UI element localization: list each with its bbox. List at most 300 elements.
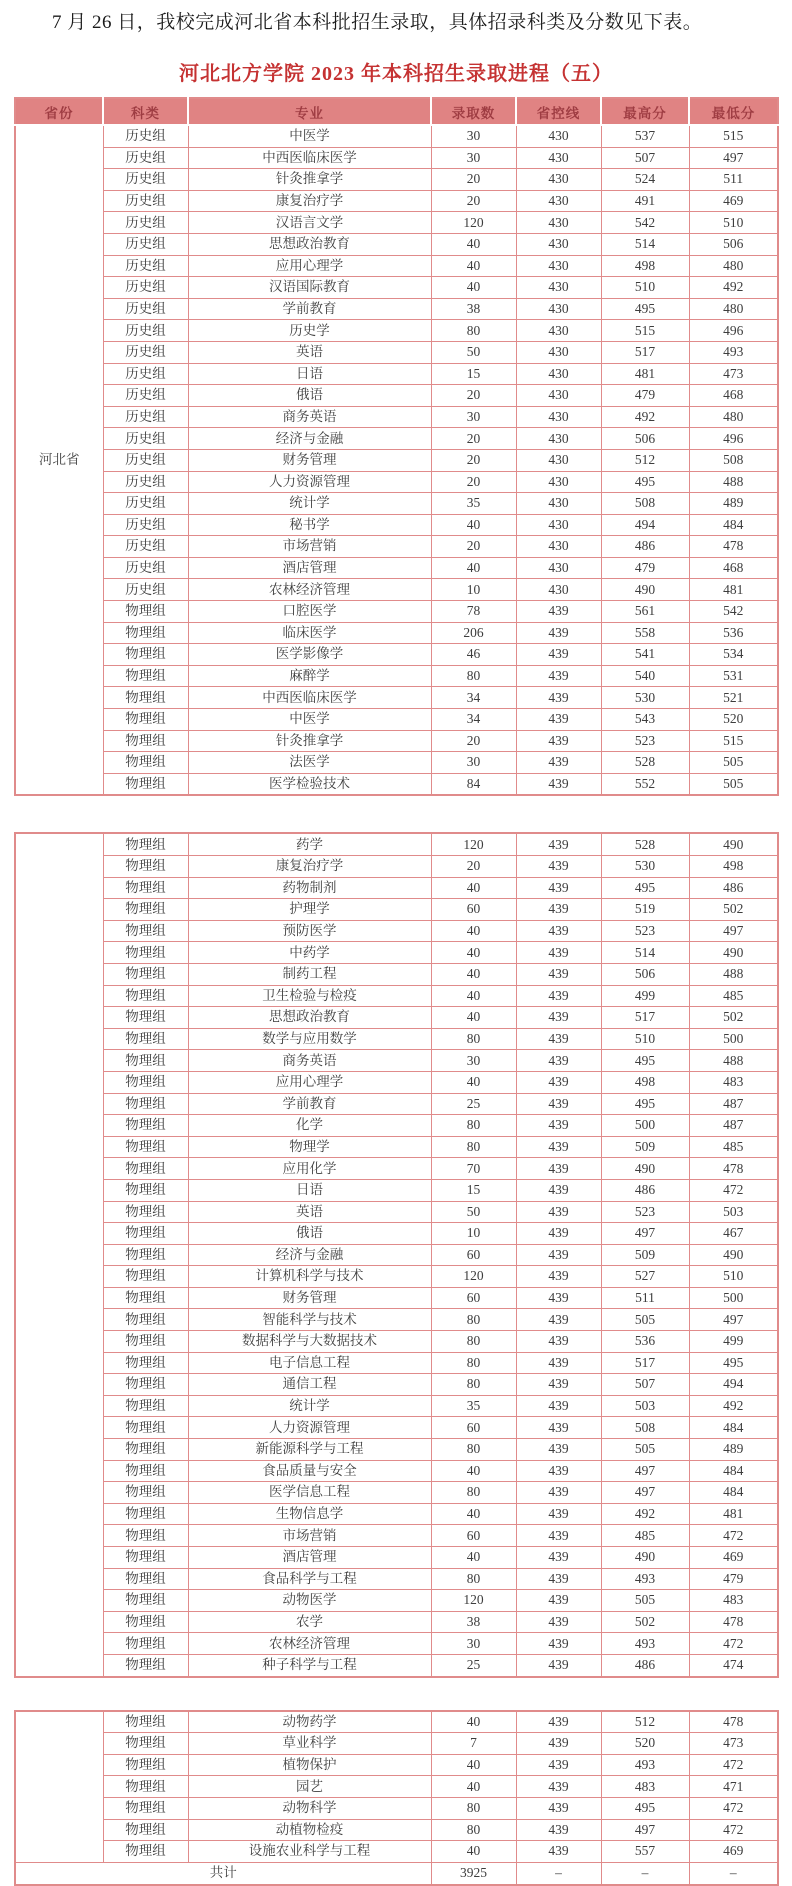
table-row [15, 1711, 778, 1733]
table-row [15, 1352, 778, 1374]
admit-count-cell: 80 [431, 1482, 516, 1504]
control-line-cell: 439 [516, 1352, 601, 1374]
min-score-cell: 471 [689, 1776, 778, 1798]
subject-group-cell: 物理组 [103, 1482, 188, 1504]
control-line-cell: 439 [516, 1525, 601, 1547]
subject-group-cell: 历史组 [103, 125, 188, 147]
major-cell: 针灸推拿学 [188, 169, 431, 191]
major-cell: 俄语 [188, 385, 431, 407]
admit-count-cell: 40 [431, 1071, 516, 1093]
table-row [15, 856, 778, 878]
total-max-cell: – [601, 1862, 689, 1885]
admit-count-cell: 40 [431, 1007, 516, 1029]
subject-group-cell: 物理组 [103, 601, 188, 623]
table-row [15, 536, 778, 558]
major-cell: 农林经济管理 [188, 579, 431, 601]
table-row [15, 341, 778, 363]
admit-count-cell: 30 [431, 1633, 516, 1655]
subject-group-cell: 历史组 [103, 406, 188, 428]
control-line-cell: 439 [516, 1482, 601, 1504]
max-score-cell: 558 [601, 622, 689, 644]
min-score-cell: 489 [689, 1439, 778, 1461]
min-score-cell: 515 [689, 730, 778, 752]
min-score-cell: 468 [689, 557, 778, 579]
control-line-cell: 439 [516, 1797, 601, 1819]
table-row [15, 449, 778, 471]
table-body-block-1 [15, 125, 778, 795]
admit-count-cell: 80 [431, 1309, 516, 1331]
table-row [15, 406, 778, 428]
subject-group-cell: 物理组 [103, 1525, 188, 1547]
control-line-cell: 439 [516, 622, 601, 644]
min-score-cell: 515 [689, 125, 778, 147]
subject-group-cell: 历史组 [103, 233, 188, 255]
table-row [15, 665, 778, 687]
control-line-cell: 439 [516, 1776, 601, 1798]
admit-count-cell: 80 [431, 320, 516, 342]
table-row [15, 622, 778, 644]
control-line-cell: 430 [516, 147, 601, 169]
subject-group-cell: 物理组 [103, 1654, 188, 1676]
admit-count-cell: 20 [431, 428, 516, 450]
control-line-cell: 439 [516, 1547, 601, 1569]
control-line-cell: 439 [516, 1395, 601, 1417]
min-score-cell: 473 [689, 363, 778, 385]
min-score-cell: 510 [689, 1266, 778, 1288]
major-cell: 预防医学 [188, 920, 431, 942]
min-score-cell: 493 [689, 341, 778, 363]
header-subject-group: 科类 [103, 98, 188, 125]
min-score-cell: 469 [689, 1547, 778, 1569]
min-score-cell: 467 [689, 1223, 778, 1245]
min-score-cell: 508 [689, 449, 778, 471]
admit-count-cell: 60 [431, 1525, 516, 1547]
major-cell: 康复治疗学 [188, 856, 431, 878]
table-row [15, 363, 778, 385]
table-row [15, 1460, 778, 1482]
table-row [15, 1482, 778, 1504]
subject-group-cell: 物理组 [103, 1266, 188, 1288]
min-score-cell: 488 [689, 471, 778, 493]
subject-group-cell: 物理组 [103, 1568, 188, 1590]
max-score-cell: 514 [601, 942, 689, 964]
admit-count-cell: 20 [431, 190, 516, 212]
max-score-cell: 500 [601, 1115, 689, 1137]
major-cell: 统计学 [188, 1395, 431, 1417]
max-score-cell: 507 [601, 1374, 689, 1396]
admit-count-cell: 84 [431, 773, 516, 795]
min-score-cell: 479 [689, 1568, 778, 1590]
max-score-cell: 503 [601, 1395, 689, 1417]
table-row [15, 730, 778, 752]
admit-count-cell: 20 [431, 449, 516, 471]
table-row [15, 1158, 778, 1180]
table-row [15, 942, 778, 964]
subject-group-cell: 物理组 [103, 1007, 188, 1029]
admit-count-cell: 34 [431, 687, 516, 709]
min-score-cell: 536 [689, 622, 778, 644]
major-cell: 物理学 [188, 1136, 431, 1158]
admission-table-block-3 [14, 1710, 779, 1886]
max-score-cell: 491 [601, 190, 689, 212]
min-score-cell: 478 [689, 1711, 778, 1733]
major-cell: 历史学 [188, 320, 431, 342]
header-row [15, 98, 778, 125]
major-cell: 动物医学 [188, 1590, 431, 1612]
admit-count-cell: 34 [431, 709, 516, 731]
header-province: 省份 [15, 98, 103, 125]
max-score-cell: 528 [601, 752, 689, 774]
subject-group-cell: 物理组 [103, 1352, 188, 1374]
subject-group-cell: 物理组 [103, 1309, 188, 1331]
max-score-cell: 510 [601, 277, 689, 299]
min-score-cell: 505 [689, 773, 778, 795]
subject-group-cell: 物理组 [103, 942, 188, 964]
admit-count-cell: 30 [431, 125, 516, 147]
control-line-cell: 439 [516, 1417, 601, 1439]
admit-count-cell: 60 [431, 899, 516, 921]
subject-group-cell: 物理组 [103, 1611, 188, 1633]
max-score-cell: 479 [601, 557, 689, 579]
max-score-cell: 485 [601, 1525, 689, 1547]
max-score-cell: 508 [601, 493, 689, 515]
admit-count-cell: 78 [431, 601, 516, 623]
control-line-cell: 430 [516, 320, 601, 342]
subject-group-cell: 物理组 [103, 920, 188, 942]
min-score-cell: 483 [689, 1071, 778, 1093]
major-cell: 商务英语 [188, 406, 431, 428]
max-score-cell: 552 [601, 773, 689, 795]
admit-count-cell: 15 [431, 363, 516, 385]
control-line-cell: 439 [516, 1309, 601, 1331]
table-row [15, 255, 778, 277]
subject-group-cell: 历史组 [103, 557, 188, 579]
max-score-cell: 542 [601, 212, 689, 234]
subject-group-cell: 物理组 [103, 1071, 188, 1093]
control-line-cell: 439 [516, 1223, 601, 1245]
subject-group-cell: 历史组 [103, 147, 188, 169]
subject-group-cell: 物理组 [103, 644, 188, 666]
admit-count-cell: 40 [431, 877, 516, 899]
control-line-cell: 439 [516, 963, 601, 985]
control-line-cell: 439 [516, 687, 601, 709]
min-score-cell: 498 [689, 856, 778, 878]
admit-count-cell: 80 [431, 1136, 516, 1158]
major-cell: 英语 [188, 341, 431, 363]
major-cell: 人力资源管理 [188, 471, 431, 493]
subject-group-cell: 物理组 [103, 1136, 188, 1158]
subject-group-cell: 物理组 [103, 1797, 188, 1819]
control-line-cell: 439 [516, 1841, 601, 1863]
admit-count-cell: 40 [431, 920, 516, 942]
subject-group-cell: 物理组 [103, 1776, 188, 1798]
table-row [15, 1568, 778, 1590]
control-line-cell: 439 [516, 1007, 601, 1029]
admit-count-cell: 38 [431, 298, 516, 320]
min-score-cell: 472 [689, 1819, 778, 1841]
subject-group-cell: 物理组 [103, 1244, 188, 1266]
subject-group-cell: 物理组 [103, 752, 188, 774]
control-line-cell: 439 [516, 1201, 601, 1223]
min-score-cell: 478 [689, 1611, 778, 1633]
table-row [15, 428, 778, 450]
major-cell: 财务管理 [188, 1287, 431, 1309]
max-score-cell: 517 [601, 341, 689, 363]
table-row [15, 320, 778, 342]
admission-table-block-1 [14, 97, 779, 796]
major-cell: 动植物检疫 [188, 1819, 431, 1841]
major-cell: 汉语国际教育 [188, 277, 431, 299]
control-line-cell: 430 [516, 190, 601, 212]
max-score-cell: 490 [601, 1158, 689, 1180]
major-cell: 思想政治教育 [188, 1007, 431, 1029]
major-cell: 生物信息学 [188, 1503, 431, 1525]
min-score-cell: 502 [689, 899, 778, 921]
subject-group-cell: 历史组 [103, 320, 188, 342]
admit-count-cell: 206 [431, 622, 516, 644]
max-score-cell: 490 [601, 1547, 689, 1569]
major-cell: 麻醉学 [188, 665, 431, 687]
admit-count-cell: 60 [431, 1287, 516, 1309]
subject-group-cell: 历史组 [103, 428, 188, 450]
major-cell: 卫生检验与检疫 [188, 985, 431, 1007]
subject-group-cell: 历史组 [103, 277, 188, 299]
major-cell: 学前教育 [188, 298, 431, 320]
province-cell [15, 1711, 103, 1863]
control-line-cell: 439 [516, 1754, 601, 1776]
table-row [15, 1374, 778, 1396]
major-cell: 中医学 [188, 709, 431, 731]
admit-count-cell: 38 [431, 1611, 516, 1633]
control-line-cell: 439 [516, 1028, 601, 1050]
major-cell: 计算机科学与技术 [188, 1266, 431, 1288]
min-score-cell: 534 [689, 644, 778, 666]
max-score-cell: 523 [601, 730, 689, 752]
control-line-cell: 439 [516, 773, 601, 795]
control-line-cell: 430 [516, 125, 601, 147]
major-cell: 数学与应用数学 [188, 1028, 431, 1050]
table-row [15, 1525, 778, 1547]
control-line-cell: 439 [516, 665, 601, 687]
min-score-cell: 497 [689, 1309, 778, 1331]
control-line-cell: 430 [516, 536, 601, 558]
subject-group-cell: 物理组 [103, 877, 188, 899]
admission-table-block-2 [14, 832, 779, 1677]
min-score-cell: 500 [689, 1287, 778, 1309]
admit-count-cell: 80 [431, 665, 516, 687]
table-row [15, 1417, 778, 1439]
admit-count-cell: 80 [431, 1352, 516, 1374]
max-score-cell: 492 [601, 406, 689, 428]
admit-count-cell: 80 [431, 1028, 516, 1050]
admit-count-cell: 40 [431, 985, 516, 1007]
major-cell: 园艺 [188, 1776, 431, 1798]
max-score-cell: 510 [601, 1028, 689, 1050]
control-line-cell: 430 [516, 363, 601, 385]
max-score-cell: 530 [601, 687, 689, 709]
min-score-cell: 485 [689, 985, 778, 1007]
table-row [15, 1007, 778, 1029]
subject-group-cell: 历史组 [103, 190, 188, 212]
max-score-cell: 530 [601, 856, 689, 878]
major-cell: 日语 [188, 363, 431, 385]
control-line-cell: 439 [516, 1136, 601, 1158]
max-score-cell: 512 [601, 1711, 689, 1733]
major-cell: 康复治疗学 [188, 190, 431, 212]
subject-group-cell: 物理组 [103, 687, 188, 709]
total-min-cell: – [689, 1862, 778, 1885]
subject-group-cell: 历史组 [103, 385, 188, 407]
table-row [15, 514, 778, 536]
subject-group-cell: 物理组 [103, 1460, 188, 1482]
subject-group-cell: 物理组 [103, 1374, 188, 1396]
max-score-cell: 502 [601, 1611, 689, 1633]
table-row [15, 985, 778, 1007]
table-row [15, 1071, 778, 1093]
table-row [15, 1093, 778, 1115]
major-cell: 种子科学与工程 [188, 1654, 431, 1676]
max-score-cell: 497 [601, 1223, 689, 1245]
subject-group-cell: 物理组 [103, 773, 188, 795]
subject-group-cell: 历史组 [103, 298, 188, 320]
min-score-cell: 484 [689, 1417, 778, 1439]
max-score-cell: 498 [601, 1071, 689, 1093]
table-row [15, 1201, 778, 1223]
min-score-cell: 495 [689, 1352, 778, 1374]
min-score-cell: 494 [689, 1374, 778, 1396]
min-score-cell: 472 [689, 1797, 778, 1819]
subject-group-cell: 历史组 [103, 363, 188, 385]
max-score-cell: 557 [601, 1841, 689, 1863]
admit-count-cell: 60 [431, 1244, 516, 1266]
subject-group-cell: 物理组 [103, 963, 188, 985]
province-cell [15, 833, 103, 1676]
max-score-cell: 541 [601, 644, 689, 666]
table-row [15, 1136, 778, 1158]
major-cell: 俄语 [188, 1223, 431, 1245]
major-cell: 护理学 [188, 899, 431, 921]
major-cell: 应用心理学 [188, 1071, 431, 1093]
admit-count-cell: 40 [431, 1754, 516, 1776]
min-score-cell: 484 [689, 514, 778, 536]
table-row [15, 233, 778, 255]
admit-count-cell: 40 [431, 514, 516, 536]
table-row [15, 1819, 778, 1841]
control-line-cell: 430 [516, 471, 601, 493]
admit-count-cell: 40 [431, 255, 516, 277]
admit-count-cell: 30 [431, 1050, 516, 1072]
intro-text: 7 月 26 日，我校完成河北省本科批招生录取，具体招录科类及分数见下表。 [52, 12, 703, 33]
max-score-cell: 505 [601, 1439, 689, 1461]
major-cell: 动物药学 [188, 1711, 431, 1733]
control-line-cell: 430 [516, 428, 601, 450]
subject-group-cell: 物理组 [103, 622, 188, 644]
table-row [15, 752, 778, 774]
admit-count-cell: 35 [431, 1395, 516, 1417]
max-score-cell: 509 [601, 1244, 689, 1266]
subject-group-cell: 历史组 [103, 536, 188, 558]
page-title: 河北北方学院 2023 年本科招生录取进程（五） [179, 63, 613, 85]
subject-group-cell: 物理组 [103, 1590, 188, 1612]
table-row [15, 493, 778, 515]
admit-count-cell: 120 [431, 1266, 516, 1288]
major-cell: 市场营销 [188, 1525, 431, 1547]
max-score-cell: 494 [601, 514, 689, 536]
max-score-cell: 495 [601, 1093, 689, 1115]
admit-count-cell: 40 [431, 1711, 516, 1733]
total-line-cell: – [516, 1862, 601, 1885]
max-score-cell: 528 [601, 833, 689, 855]
table-row [15, 169, 778, 191]
subject-group-cell: 物理组 [103, 1841, 188, 1863]
admit-count-cell: 46 [431, 644, 516, 666]
total-count-cell: 3925 [431, 1862, 516, 1885]
subject-group-cell: 历史组 [103, 449, 188, 471]
table-row [15, 1287, 778, 1309]
max-score-cell: 495 [601, 471, 689, 493]
total-row [15, 1862, 778, 1885]
min-score-cell: 488 [689, 1050, 778, 1072]
admit-count-cell: 50 [431, 1201, 516, 1223]
min-score-cell: 521 [689, 687, 778, 709]
major-cell: 农学 [188, 1611, 431, 1633]
max-score-cell: 490 [601, 579, 689, 601]
admit-count-cell: 25 [431, 1093, 516, 1115]
table-row [15, 1611, 778, 1633]
max-score-cell: 495 [601, 298, 689, 320]
table-row [15, 709, 778, 731]
table-row [15, 1244, 778, 1266]
subject-group-cell: 物理组 [103, 665, 188, 687]
max-score-cell: 523 [601, 1201, 689, 1223]
max-score-cell: 537 [601, 125, 689, 147]
major-cell: 食品科学与工程 [188, 1568, 431, 1590]
subject-group-cell: 历史组 [103, 579, 188, 601]
major-cell: 设施农业科学与工程 [188, 1841, 431, 1863]
header-min-score: 最低分 [689, 98, 778, 125]
table-row [15, 899, 778, 921]
major-cell: 药物制剂 [188, 877, 431, 899]
major-cell: 动物科学 [188, 1797, 431, 1819]
control-line-cell: 430 [516, 255, 601, 277]
admit-count-cell: 70 [431, 1158, 516, 1180]
max-score-cell: 497 [601, 1482, 689, 1504]
min-score-cell: 487 [689, 1115, 778, 1137]
admit-count-cell: 25 [431, 1654, 516, 1676]
table-row [15, 1733, 778, 1755]
max-score-cell: 515 [601, 320, 689, 342]
table-row [15, 1028, 778, 1050]
max-score-cell: 505 [601, 1590, 689, 1612]
control-line-cell: 439 [516, 856, 601, 878]
admit-count-cell: 30 [431, 406, 516, 428]
major-cell: 思想政治教育 [188, 233, 431, 255]
table-row [15, 963, 778, 985]
table-row [15, 1633, 778, 1655]
major-cell: 制药工程 [188, 963, 431, 985]
max-score-cell: 505 [601, 1309, 689, 1331]
max-score-cell: 486 [601, 536, 689, 558]
major-cell: 食品质量与安全 [188, 1460, 431, 1482]
min-score-cell: 497 [689, 147, 778, 169]
control-line-cell: 439 [516, 1115, 601, 1137]
control-line-cell: 430 [516, 514, 601, 536]
control-line-cell: 439 [516, 1711, 601, 1733]
table-row [15, 1547, 778, 1569]
subject-group-cell: 物理组 [103, 1547, 188, 1569]
major-cell: 酒店管理 [188, 1547, 431, 1569]
min-score-cell: 481 [689, 1503, 778, 1525]
